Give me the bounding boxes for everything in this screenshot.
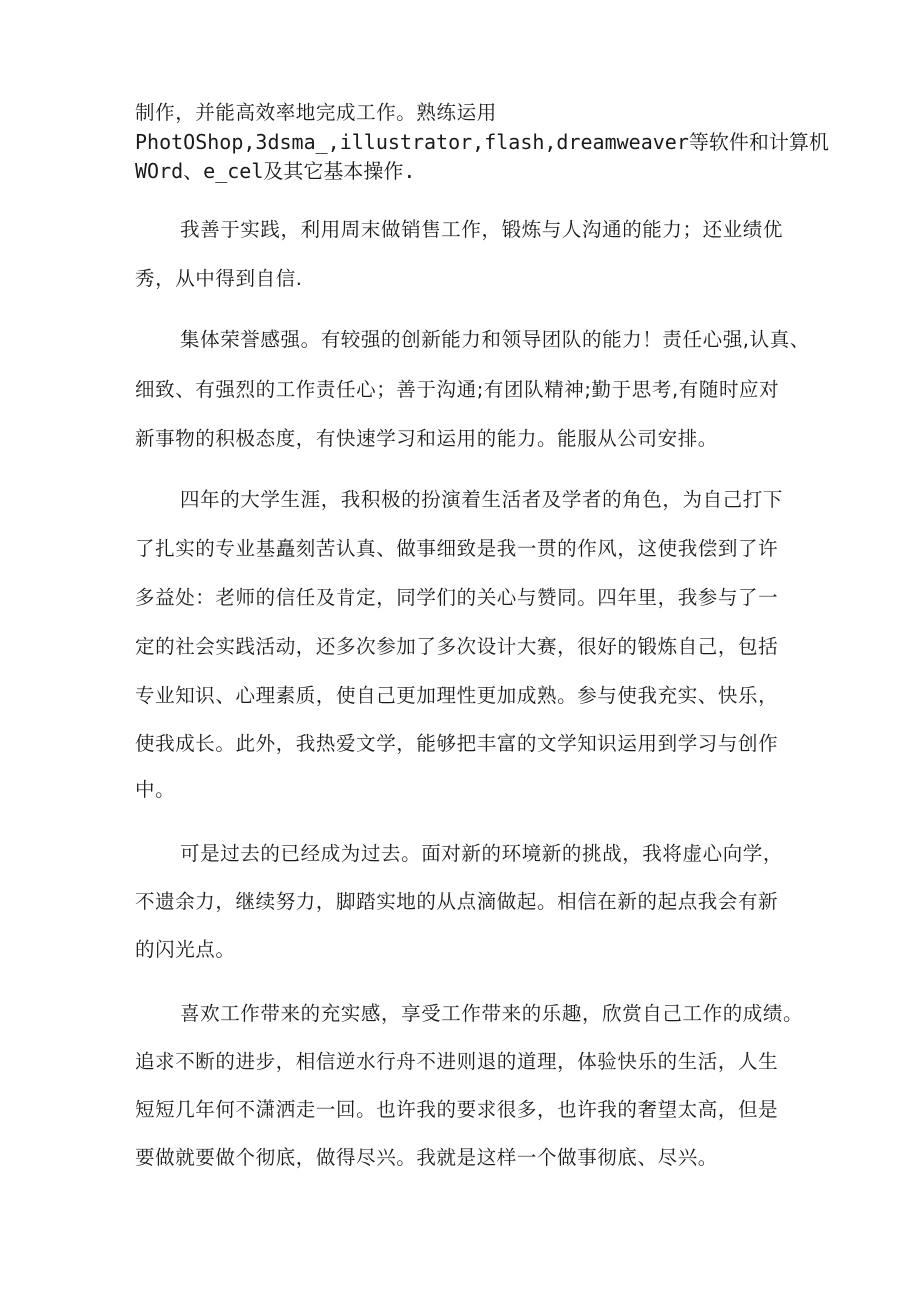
text-line: 秀，从中得到自信.	[135, 267, 303, 290]
text-line: PhotOShop,3dsma_,illustrator,flash,dreamweaver等软件和计算机	[135, 130, 829, 154]
text-line: 制作，并能高效率地完成工作。熟练运用	[135, 101, 497, 124]
text-line: 了扎实的专业基矗刻苦认真、做事细致是我一贯的作风，这使我偿到了许	[135, 537, 779, 560]
text-line: 细致、有强烈的工作责任心；善于沟通;有团队精神;勤于思考,有随时应对	[135, 378, 780, 401]
text-line: 新事物的积极态度，有快速学习和运用的能力。能服从公司安排。	[135, 427, 718, 450]
text-line: 四年的大学生涯，我积极的扮演着生活者及学者的角色，为自己打下	[180, 488, 784, 511]
text-line: 多益处：老师的信任及肯定，同学们的关心与赞同。四年里，我参与了一	[135, 586, 779, 609]
text-line: 喜欢工作带来的充实感，享受工作带来的乐趣，欣赏自己工作的成绩。	[180, 1002, 804, 1025]
text-line: 集体荣誉感强。有较强的创新能力和领导团队的能力！责任心强,认真、	[180, 328, 810, 351]
text-line: 我善于实践，利用周末做销售工作，锻炼与人沟通的能力；还业绩优	[180, 218, 784, 241]
text-line: 短短几年何不潇洒走一回。也许我的要求很多，也许我的奢望太高，但是	[135, 1098, 779, 1121]
text-line: 定的社会实践活动，还多次参加了多次设计大赛，很好的锻炼自己，包括	[135, 635, 779, 658]
text-line: 的闪光点。	[135, 938, 236, 961]
text-line: 可是过去的已经成为过去。面对新的环境新的挑战，我将虚心向学，	[180, 842, 784, 865]
text-line: WOrd、e_cel及其它基本操作.	[135, 159, 416, 183]
text-line: 追求不断的进步，相信逆水行舟不进则退的道理，体验快乐的生活，人生	[135, 1050, 779, 1073]
text-line: 使我成长。此外，我热爱文学，能够把丰富的文学知识运用到学习与创作	[135, 732, 779, 755]
text-line: 不遗余力，继续努力，脚踏实地的从点滴做起。相信在新的起点我会有新	[135, 890, 779, 913]
text-line: 中。	[135, 778, 176, 801]
text-line: 要做就要做个彻底，做得尽兴。我就是这样一个做事彻底、尽兴。	[135, 1146, 718, 1169]
text-line: 专业知识、心理素质，使自己更加理性更加成熟。参与使我充实、快乐，	[135, 684, 779, 707]
